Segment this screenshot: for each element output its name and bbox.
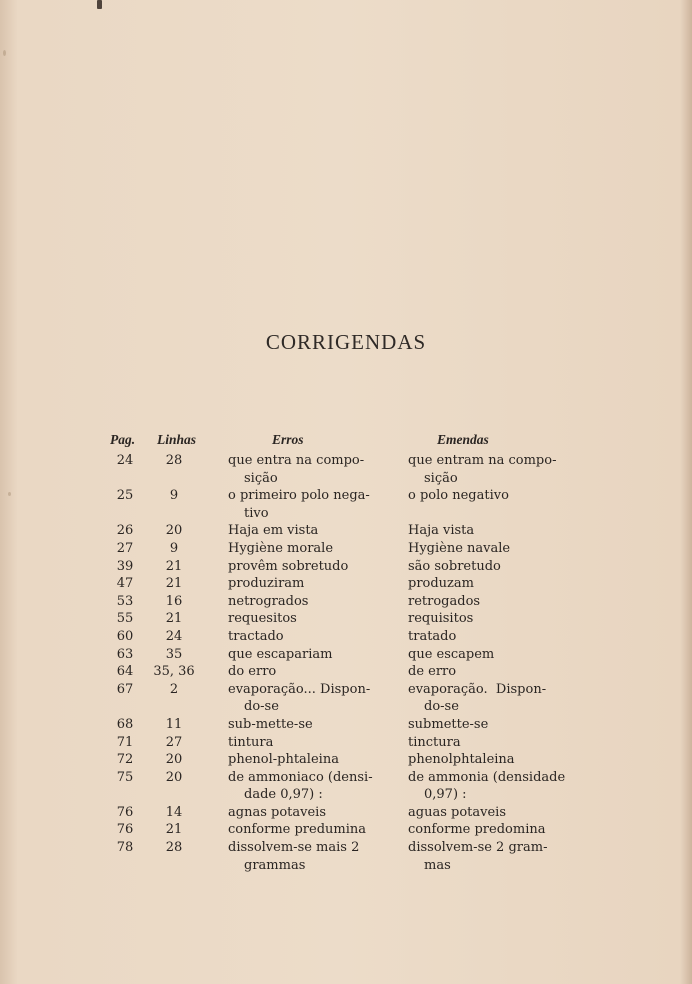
error-line: tivo bbox=[244, 505, 269, 521]
error-line: dade 0,97) : bbox=[244, 787, 323, 803]
emenda-line: sição bbox=[424, 470, 458, 486]
row-page-number: 53 bbox=[116, 593, 134, 609]
error-line: que entra na compo- bbox=[228, 453, 365, 468]
row-page-number: 27 bbox=[116, 540, 134, 556]
header-linhas: Linhas bbox=[157, 432, 197, 447]
row-emenda-text bbox=[408, 610, 588, 628]
errata-row bbox=[0, 716, 692, 734]
row-emenda-text bbox=[408, 734, 588, 752]
emenda-line: tratado bbox=[408, 628, 457, 644]
row-error-text bbox=[228, 821, 388, 839]
row-emenda-text bbox=[408, 452, 588, 487]
error-line: tractado bbox=[228, 628, 284, 644]
row-error-text bbox=[228, 839, 388, 874]
emenda-line: evaporação. Dispon- bbox=[408, 681, 547, 697]
paper-stain bbox=[3, 50, 6, 56]
error-line: produziram bbox=[228, 576, 305, 592]
emenda-line: submette-se bbox=[408, 716, 489, 732]
header-emendas: Emendas bbox=[437, 432, 489, 447]
row-page-number: 76 bbox=[116, 804, 134, 820]
emenda-line: dissolvem-se 2 gram- bbox=[408, 840, 548, 856]
row-page-number: 71 bbox=[116, 734, 134, 750]
row-page-number: 24 bbox=[116, 453, 134, 468]
emenda-line: phenolphtaleina bbox=[408, 752, 515, 768]
row-error-text bbox=[228, 610, 388, 628]
emenda-line: aguas potaveis bbox=[408, 804, 506, 820]
errata-row bbox=[0, 610, 692, 628]
emenda-line: de erro bbox=[408, 664, 457, 680]
emenda-line: retrogados bbox=[408, 593, 481, 609]
row-error-text bbox=[228, 540, 388, 558]
row-page-number: 63 bbox=[116, 646, 134, 662]
error-line: phenol-phtaleina bbox=[228, 752, 339, 768]
row-page-number: 55 bbox=[116, 611, 134, 627]
row-error-text bbox=[228, 681, 388, 716]
row-emenda-text bbox=[408, 839, 588, 874]
row-page-number: 78 bbox=[116, 840, 134, 856]
error-line: tintura bbox=[228, 734, 274, 750]
emenda-line: requisitos bbox=[408, 611, 474, 627]
row-page-number: 64 bbox=[116, 664, 134, 680]
emenda-line: o polo negativo bbox=[408, 488, 509, 504]
row-error-text bbox=[228, 487, 388, 522]
errata-row bbox=[0, 839, 692, 874]
row-emenda-text bbox=[408, 487, 588, 505]
row-emenda-text bbox=[408, 681, 588, 716]
error-line: o primeiro polo nega- bbox=[228, 488, 370, 504]
row-error-text bbox=[228, 769, 388, 804]
error-line: evaporação... Dispon- bbox=[228, 681, 371, 697]
row-emenda-text bbox=[408, 769, 588, 804]
row-line-number: 9 bbox=[169, 540, 179, 556]
row-page-number: 39 bbox=[116, 558, 134, 574]
error-line: sub-mette-se bbox=[228, 716, 313, 732]
row-page-number: 72 bbox=[116, 752, 134, 768]
row-error-text bbox=[228, 716, 388, 734]
errata-row bbox=[0, 769, 692, 804]
errata-row bbox=[0, 593, 692, 611]
row-emenda-text bbox=[408, 558, 588, 576]
error-line: dissolvem-se mais 2 bbox=[228, 840, 360, 856]
row-emenda-text bbox=[408, 804, 588, 822]
emenda-line: do-se bbox=[424, 699, 459, 715]
row-line-number: 27 bbox=[165, 734, 183, 750]
row-error-text bbox=[228, 751, 388, 769]
row-error-text bbox=[228, 558, 388, 576]
row-line-number: 2 bbox=[169, 681, 179, 697]
row-error-text bbox=[228, 628, 388, 646]
row-error-text bbox=[228, 734, 388, 752]
errata-row bbox=[0, 821, 692, 839]
errata-row bbox=[0, 663, 692, 681]
table-header bbox=[0, 432, 692, 450]
errata-row bbox=[0, 540, 692, 558]
row-page-number: 60 bbox=[116, 628, 134, 644]
emenda-line: conforme predomina bbox=[408, 822, 546, 838]
row-error-text bbox=[228, 522, 388, 540]
errata-row bbox=[0, 751, 692, 769]
error-line: grammas bbox=[244, 857, 306, 873]
row-emenda-text bbox=[408, 663, 588, 681]
row-error-text bbox=[228, 646, 388, 664]
page-title: CORRIGENDAS bbox=[265, 330, 427, 354]
row-page-number: 67 bbox=[116, 681, 134, 697]
emenda-line: Haja vista bbox=[408, 523, 475, 539]
errata-row bbox=[0, 804, 692, 822]
errata-row bbox=[0, 646, 692, 664]
error-line: sição bbox=[244, 470, 278, 486]
row-line-number: 14 bbox=[165, 804, 183, 820]
row-line-number: 28 bbox=[165, 840, 183, 856]
header-erros: Erros bbox=[272, 432, 304, 447]
error-line: provêm sobretudo bbox=[228, 558, 349, 574]
error-line: do erro bbox=[228, 664, 277, 680]
row-line-number: 16 bbox=[165, 593, 183, 609]
row-emenda-text bbox=[408, 821, 588, 839]
error-line: que escapariam bbox=[228, 646, 333, 662]
header-pag: Pag. bbox=[110, 432, 136, 447]
row-emenda-text bbox=[408, 593, 588, 611]
row-error-text bbox=[228, 593, 388, 611]
errata-table bbox=[0, 452, 692, 874]
row-line-number: 11 bbox=[165, 716, 183, 732]
emenda-line: que escapem bbox=[408, 646, 495, 662]
row-error-text bbox=[228, 452, 388, 487]
row-line-number: 20 bbox=[165, 752, 183, 768]
row-emenda-text bbox=[408, 540, 588, 558]
emenda-line: Hygiène navale bbox=[408, 540, 511, 556]
row-emenda-text bbox=[408, 628, 588, 646]
errata-row bbox=[0, 558, 692, 576]
row-error-text bbox=[228, 804, 388, 822]
error-line: de ammoniaco (densi- bbox=[228, 769, 373, 785]
error-line: Haja em vista bbox=[228, 523, 319, 539]
row-line-number: 21 bbox=[165, 611, 183, 627]
row-line-number: 28 bbox=[165, 453, 183, 468]
errata-row bbox=[0, 734, 692, 752]
error-line: agnas potaveis bbox=[228, 804, 326, 820]
paper-mark bbox=[97, 0, 102, 9]
emenda-line: que entram na compo- bbox=[408, 453, 557, 468]
row-line-number: 35, 36 bbox=[153, 664, 195, 680]
row-emenda-text bbox=[408, 522, 588, 540]
errata-row bbox=[0, 628, 692, 646]
row-line-number: 35 bbox=[165, 646, 183, 662]
row-line-number: 20 bbox=[165, 523, 183, 539]
row-page-number: 75 bbox=[116, 769, 134, 785]
errata-row bbox=[0, 575, 692, 593]
row-line-number: 20 bbox=[165, 769, 183, 785]
error-line: requesitos bbox=[228, 611, 297, 627]
row-page-number: 47 bbox=[116, 576, 134, 592]
errata-row bbox=[0, 522, 692, 540]
error-line: conforme predumina bbox=[228, 822, 367, 838]
row-emenda-text bbox=[408, 575, 588, 593]
error-line: do-se bbox=[244, 699, 279, 715]
emenda-line: 0,97) : bbox=[424, 787, 467, 803]
row-page-number: 25 bbox=[116, 488, 134, 504]
row-error-text bbox=[228, 663, 388, 681]
row-line-number: 21 bbox=[165, 576, 183, 592]
emenda-line: mas bbox=[424, 857, 451, 873]
row-page-number: 26 bbox=[116, 523, 134, 539]
row-line-number: 24 bbox=[165, 628, 183, 644]
row-page-number: 76 bbox=[116, 822, 134, 838]
row-error-text bbox=[228, 575, 388, 593]
errata-row bbox=[0, 487, 692, 522]
error-line: netrogrados bbox=[228, 593, 309, 609]
row-line-number: 9 bbox=[169, 488, 179, 504]
errata-row bbox=[0, 681, 692, 716]
emenda-line: tinctura bbox=[408, 734, 461, 750]
row-line-number: 21 bbox=[165, 558, 183, 574]
emenda-line: de ammonia (densidade bbox=[408, 769, 566, 785]
row-emenda-text bbox=[408, 646, 588, 664]
error-line: Hygiène morale bbox=[228, 540, 334, 556]
emenda-line: produzam bbox=[408, 576, 474, 592]
emenda-line: são sobretudo bbox=[408, 558, 501, 574]
row-emenda-text bbox=[408, 716, 588, 734]
errata-row bbox=[0, 452, 692, 487]
row-emenda-text bbox=[408, 751, 588, 769]
row-line-number: 21 bbox=[165, 822, 183, 838]
row-page-number: 68 bbox=[116, 716, 134, 732]
